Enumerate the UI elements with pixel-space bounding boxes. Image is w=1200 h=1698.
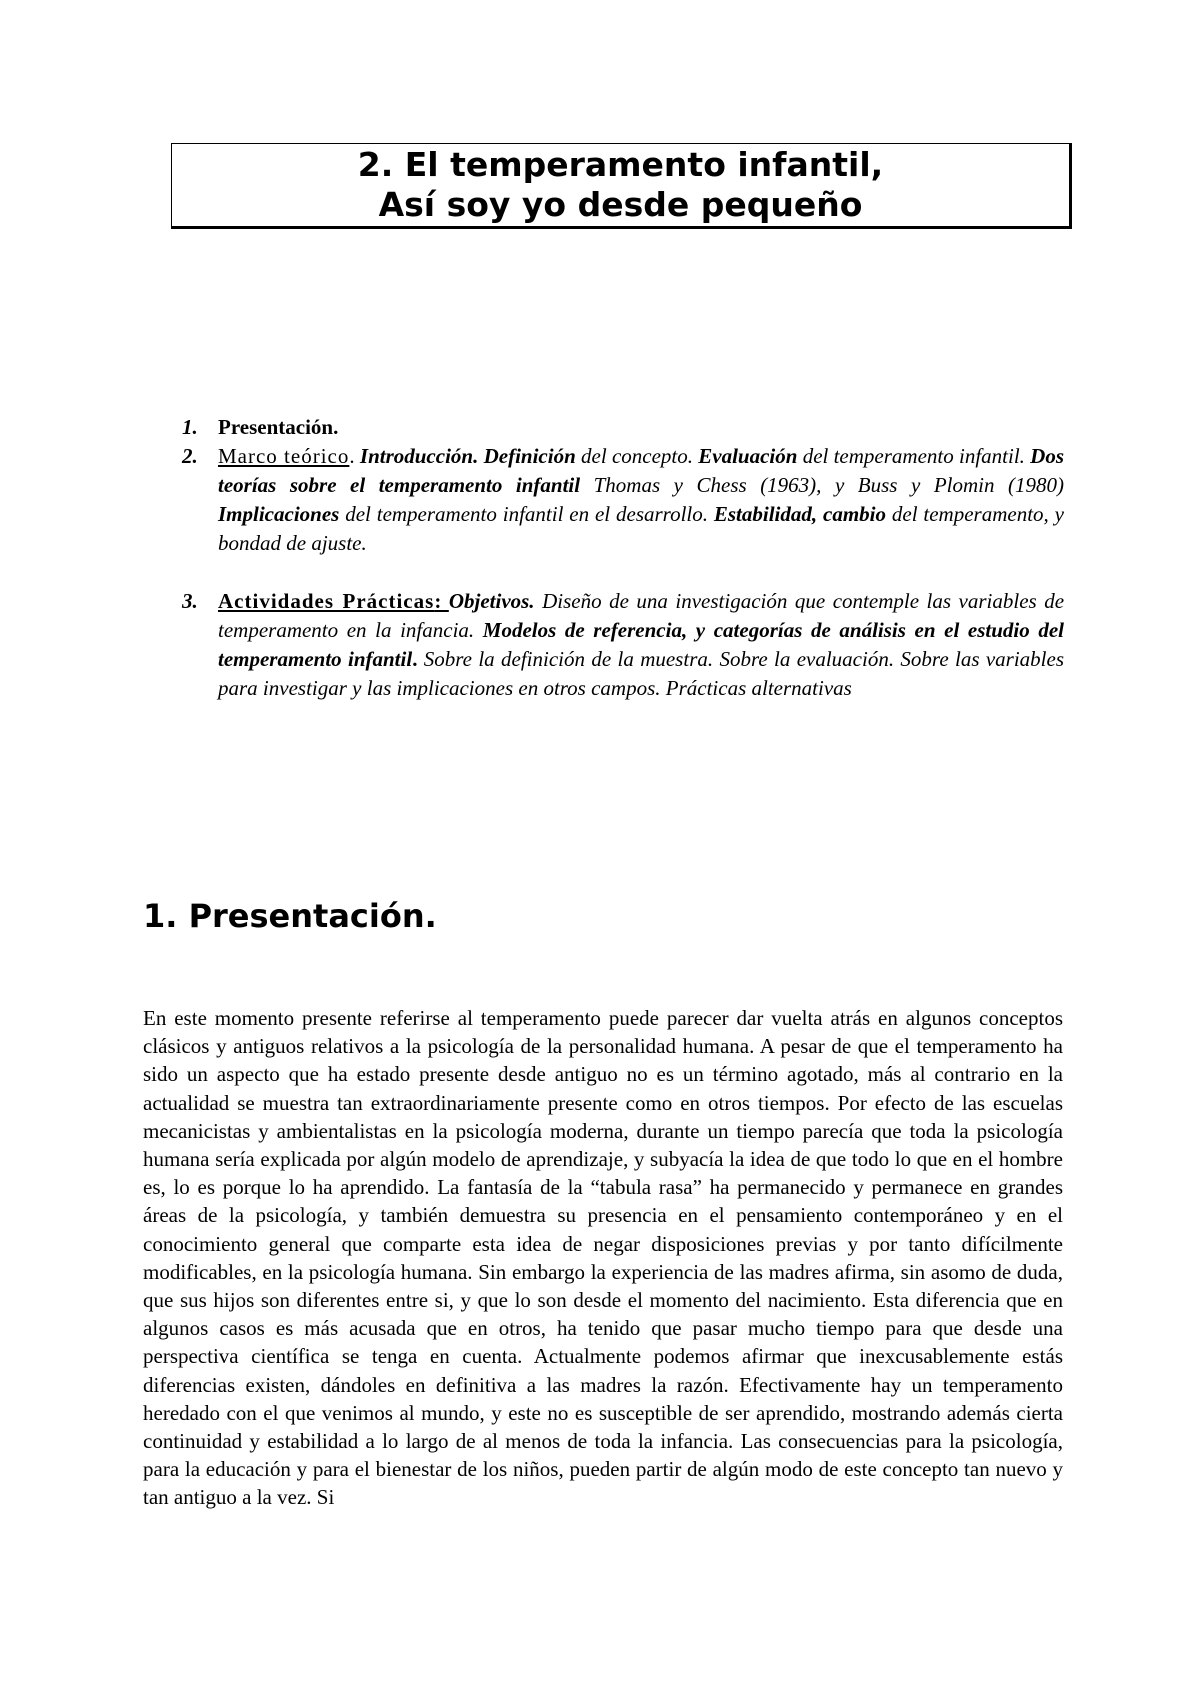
toc-item-actividades-practicas [176, 587, 1064, 703]
document-title-box [171, 143, 1072, 229]
toc-text: Sobre la definición de la muestra. Sobre la evaluación. Sobre las variables para investigar y las implicaciones en otros campos. Prácticas alternativas [218, 647, 1064, 700]
toc-topic: Definición [483, 444, 576, 468]
toc-text: Thomas y Chess (1963), y Buss y Plomin (1980) [580, 473, 1064, 497]
section-heading: 1. Presentación. [143, 897, 437, 935]
toc-item-label: Presentación. [218, 415, 339, 439]
toc-item-label: Actividades Prácticas [218, 589, 435, 613]
toc-text: del temperamento infantil en el desarrollo. [339, 502, 714, 526]
toc-text: . [412, 647, 418, 671]
toc-item-presentacion [176, 413, 1064, 442]
toc-text: del concepto. [575, 444, 699, 468]
toc-item-number: 1. [182, 415, 198, 439]
toc-topic: Estabilidad, cambio [713, 502, 886, 526]
title-line-2: Así soy yo desde pequeño [378, 185, 863, 224]
toc-topic: Implicaciones [218, 502, 340, 526]
toc-item-marco-teorico [176, 442, 1064, 558]
toc-item-label: Marco teórico [218, 444, 350, 468]
toc-topic: Evaluación [698, 444, 798, 468]
toc-text: : [434, 589, 449, 613]
toc-item-number: 2. [182, 444, 198, 468]
title-line-1: 2. El temperamento infantil, [357, 145, 884, 184]
toc-topic: Objetivos. [448, 589, 535, 613]
toc-topic: Dos teorías sobre el temperamento infantil [218, 444, 1065, 497]
toc-text: . [349, 444, 360, 468]
body-paragraph: En este momento presente referirse al temperamento puede parecer dar vuelta atrás en algunos conceptos clásicos y antiguos relativos a la psicología de la personalidad humana. A pesar de que el temperamento ha sido un aspecto que ha estado presente desde antiguo no es un término agotado, más al contrario en la actualidad se muestra tan extraordinariamente presente como en otros tiempos. Por efecto de las escuelas mecanicistas y ambientalistas en la psicología moderna, durante un tiempo parecía que toda la psicología humana sería explicada por algún modelo de aprendizaje, y subyacía la idea de que todo lo que en el hombre es, lo es porque lo ha aprendido. La fantasía de la “tabula rasa” ha permanecido y permanece en grandes áreas de la psicología, y también demuestra su presencia en el pensamiento contemporáneo y en el conocimiento general que comparte esta idea de negar disposiciones previas y por tanto difícilmente modificables, en la psicología humana. Sin embargo la experiencia de las madres afirma, sin asomo de duda, que sus hijos son diferentes entre si, y que lo son desde el momento del nacimiento. Esta diferencia que en algunos casos es más acusada que en otros, ha tenido que pasar mucho tiempo para que desde una perspectiva científica se tenga en cuenta. Actualmente podemos afirmar que inexcusablemente estás diferencias existen, dándoles en definitiva a las madres la razón. Efectivamente hay un temperamento heredado con el que venimos al mundo, y este no es susceptible de ser aprendido, mostrando además cierta continuidad y estabilidad a lo largo de al menos de toda la infancia. Las consecuencias para la psicología, para la educación y para el bienestar de los niños, pueden partir de algún modo de este concepto tan nuevo y tan antiguo a la vez. Si [143, 1006, 1063, 1510]
toc-text: del temperamento infantil. [797, 444, 1031, 468]
toc-text: Diseño de una investigación que contemple las variables de temperamento en la infancia. [218, 589, 1065, 642]
toc-topic: Modelos de referencia, y categorías de análisis en el estudio del temperamento infantil [218, 618, 1064, 671]
toc-topic: Introducción. [359, 444, 479, 468]
table-of-contents [176, 413, 1064, 703]
toc-text: del temperamento, y bondad de ajuste. [218, 502, 1064, 555]
toc-item-number: 3. [182, 589, 198, 613]
